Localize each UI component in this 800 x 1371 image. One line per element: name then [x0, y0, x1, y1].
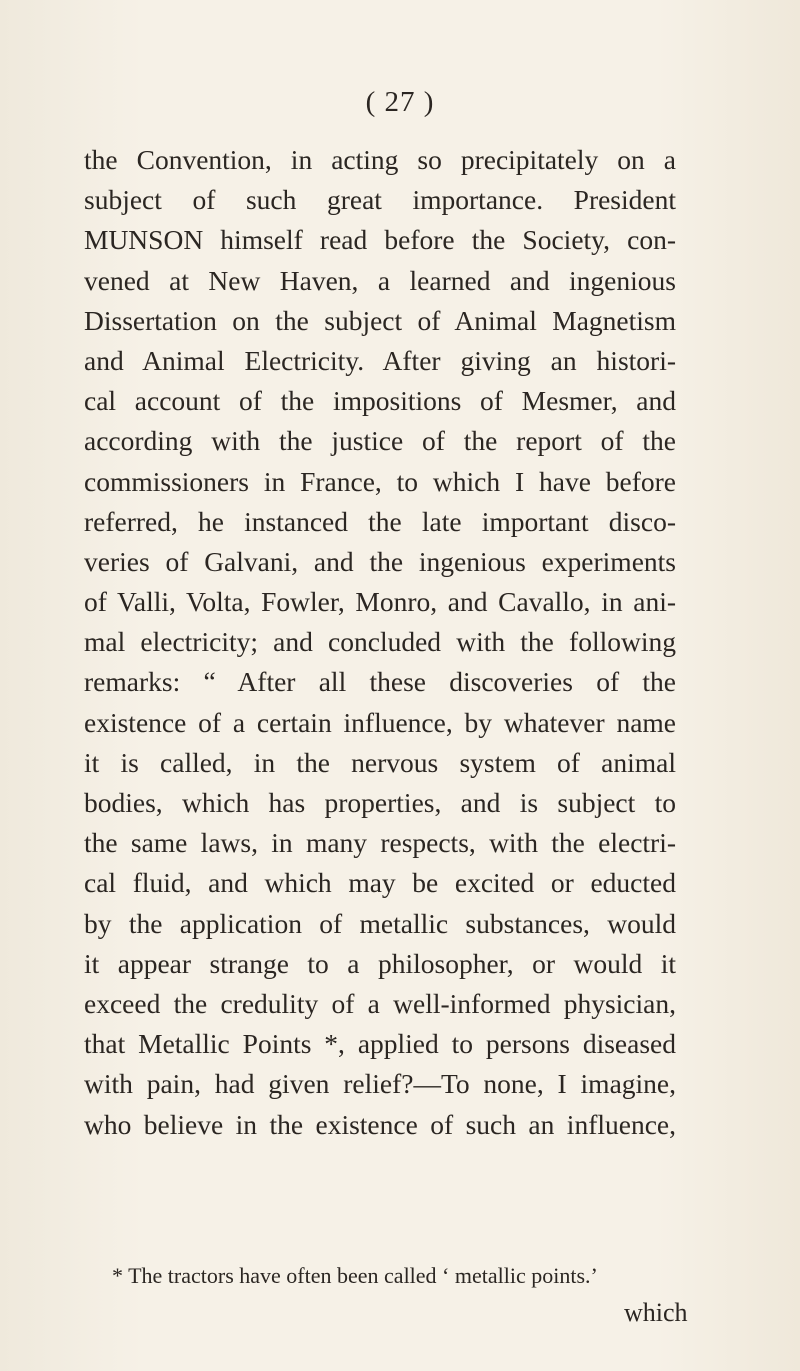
text-line: of Valli, Volta, Fowler, Monro, and Cavallo, in ani-	[84, 586, 676, 618]
text-line: commissioners in France, to which I have before	[84, 465, 676, 497]
text-line: the same laws, in many respects, with the electri-	[84, 827, 676, 859]
text-line: exceed the credulity of a well-informed physician,	[84, 987, 676, 1019]
page-number: ( 27 )	[365, 86, 435, 118]
text-line: the Convention, in acting so precipitately on a	[84, 144, 676, 175]
footnote: * The tractors have often been called ‘ metallic points.’	[112, 1263, 598, 1288]
text-line: existence of a certain influence, by whatever name	[84, 706, 676, 738]
text-line: cal account of the impositions of Mesmer, and	[84, 385, 676, 417]
text-line: Dissertation on the subject of Animal Magnetism	[84, 304, 676, 336]
text-line: that Metallic Points *, applied to persons diseased	[84, 1028, 676, 1060]
catchword: which	[624, 1298, 688, 1327]
text-line: by the application of metallic substances, would	[84, 907, 676, 939]
text-line: mal electricity; and concluded with the following	[84, 626, 676, 658]
text-line: cal fluid, and which may be excited or educted	[84, 867, 676, 899]
text-line: it is called, in the nervous system of animal	[84, 746, 676, 778]
text-line: it appear strange to a philosopher, or would it	[84, 947, 676, 979]
text-line: referred, he instanced the late important disco-	[84, 505, 676, 537]
text-line: veries of Galvani, and the ingenious experiments	[84, 545, 676, 577]
text-line: and Animal Electricity. After giving an histori-	[84, 344, 676, 376]
body-text	[84, 140, 676, 1145]
text-line: who believe in the existence of such an influence,	[84, 1108, 676, 1140]
text-line: subject of such great importance. President	[84, 184, 676, 216]
text-line: with pain, had given relief?—To none, I imagine,	[84, 1068, 676, 1100]
text-line: vened at New Haven, a learned and ingenious	[84, 264, 676, 296]
text-line: MUNSON himself read before the Society, con-	[84, 224, 676, 256]
text-line: bodies, which has properties, and is subject to	[84, 787, 676, 818]
text-line: according with the justice of the report of the	[84, 425, 676, 457]
text-line: remarks: “ After all these discoveries of the	[84, 666, 676, 698]
